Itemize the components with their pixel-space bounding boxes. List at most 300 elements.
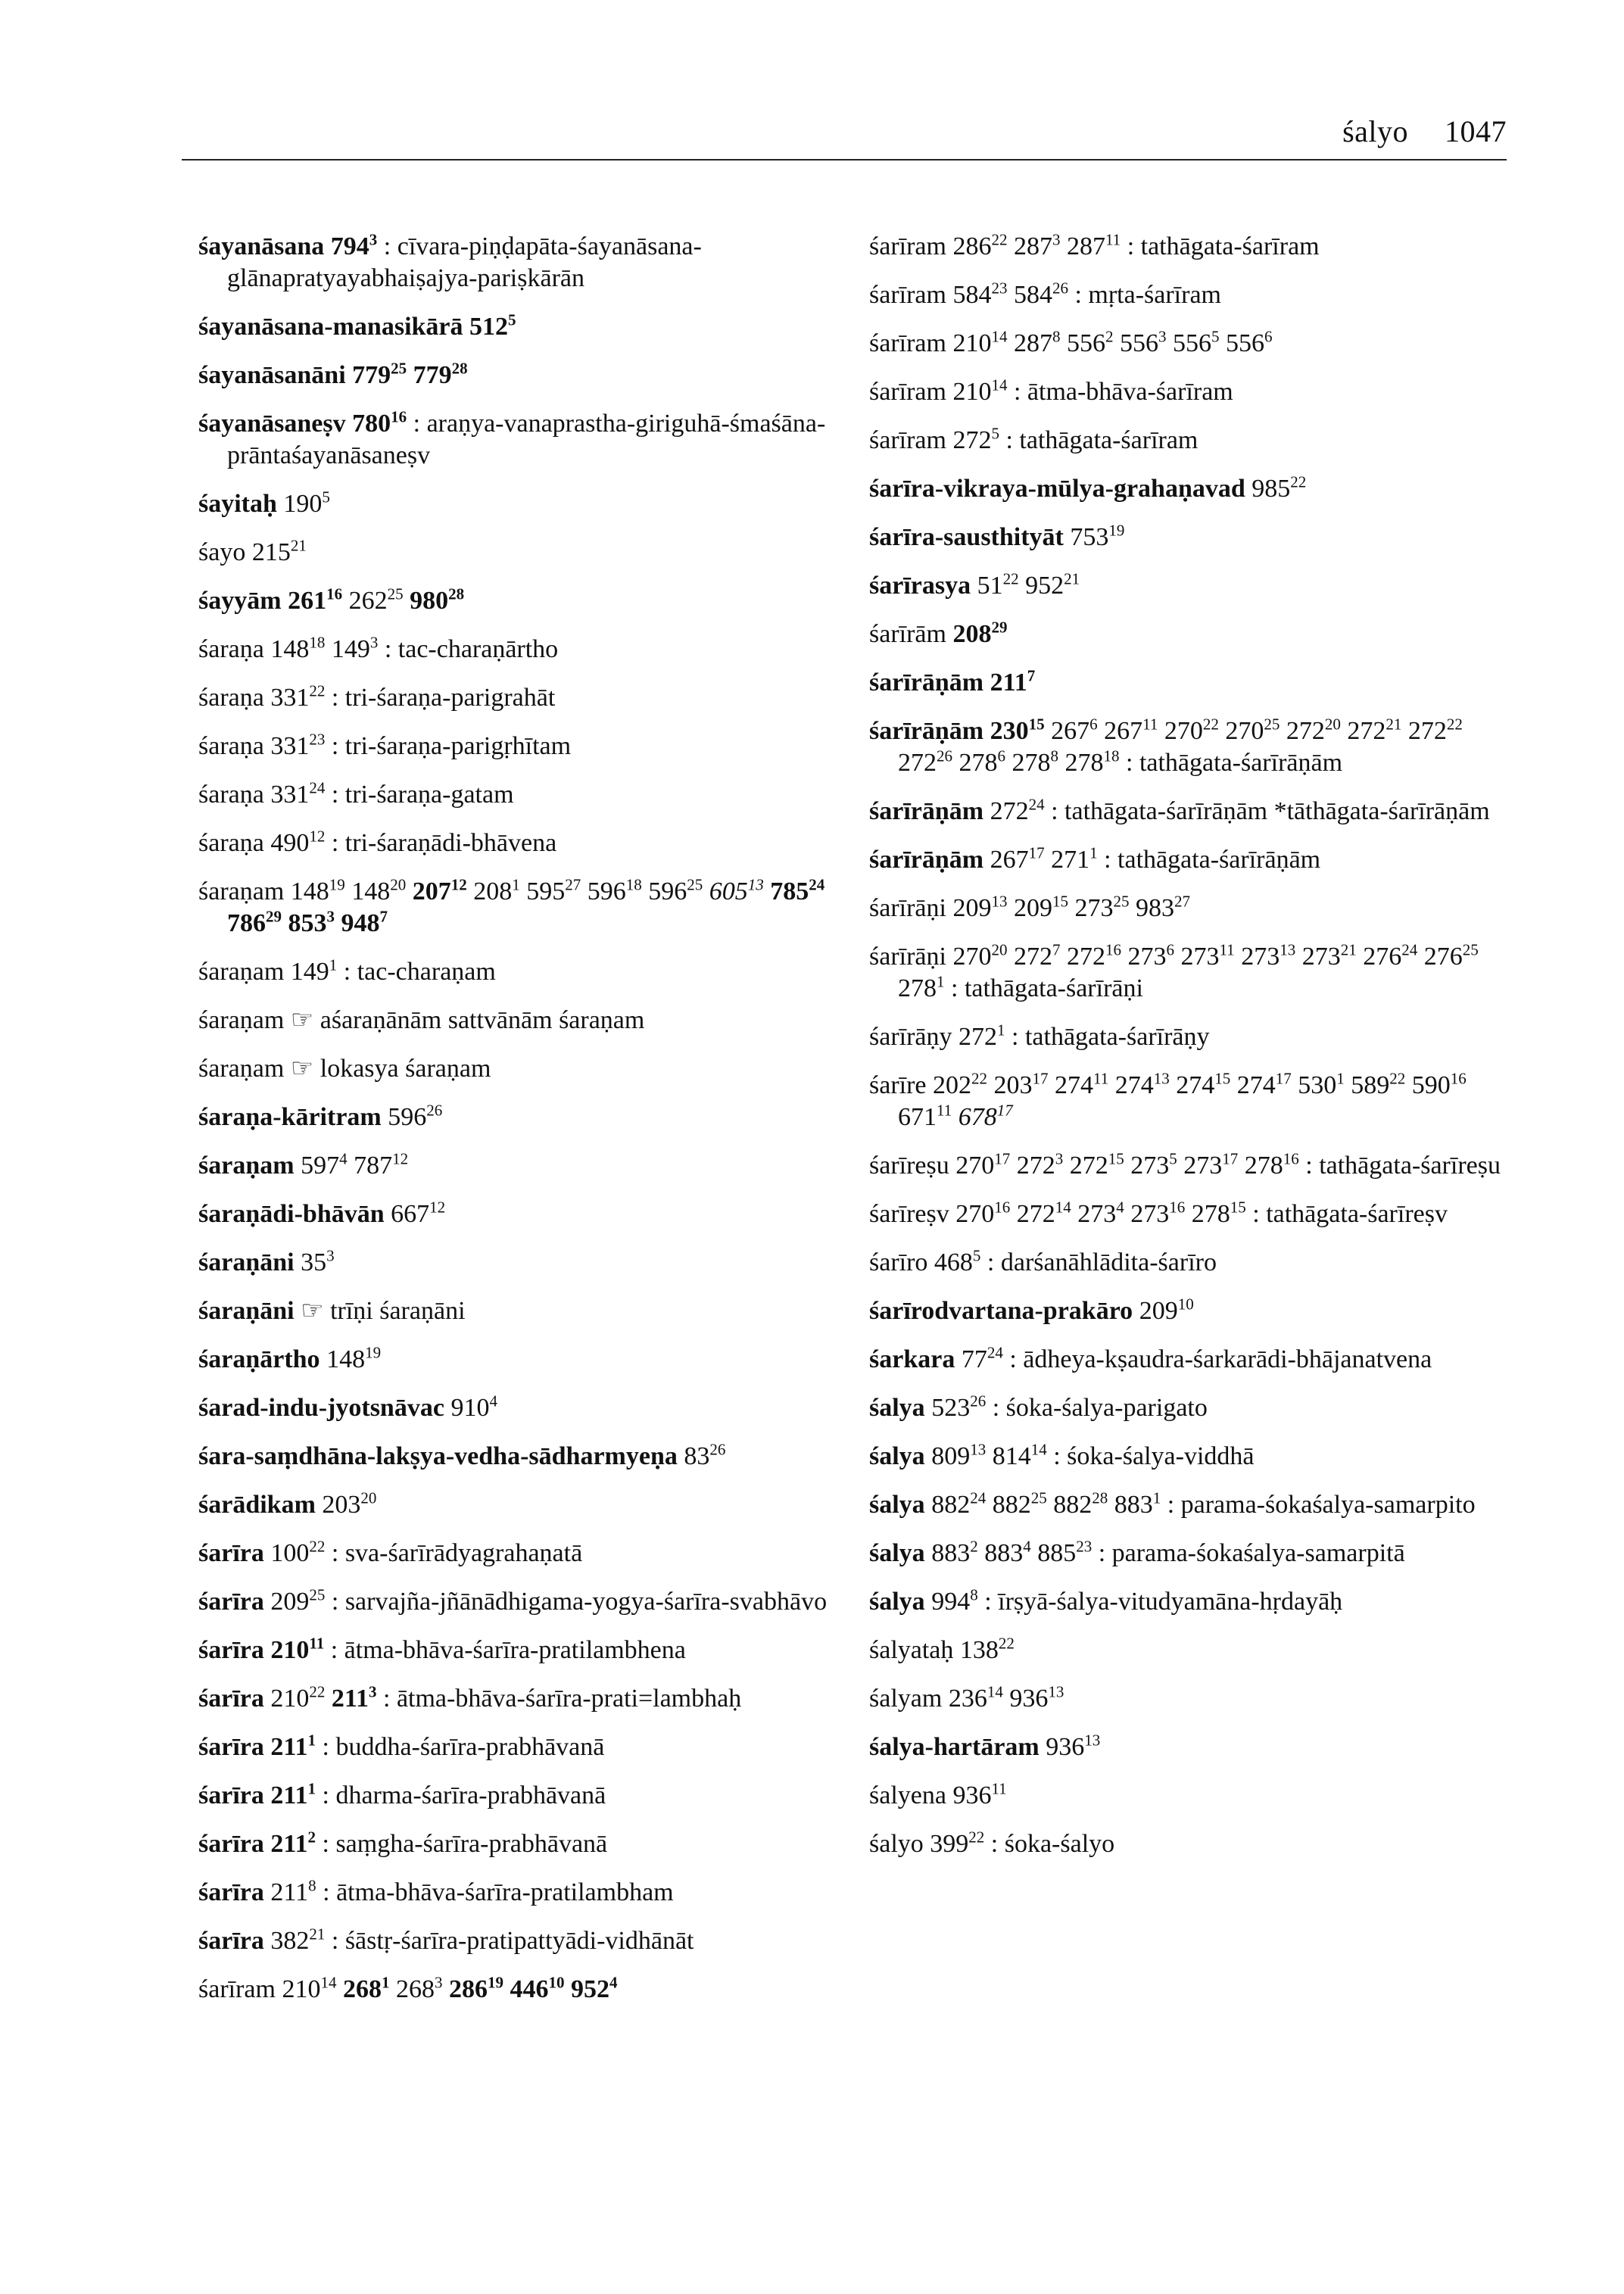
compound-gloss: tathāgata-śarīrāṇām (1139, 749, 1343, 777)
page-number-ref: 809 (931, 1442, 971, 1470)
index-entry (198, 779, 849, 811)
page-reference (962, 1345, 1003, 1373)
page-number-ref: 270 (1225, 717, 1264, 745)
line-number-ref: 27 (1174, 892, 1190, 911)
page-reference (391, 1200, 445, 1228)
headword: śayitaḥ (198, 490, 277, 518)
index-entry (869, 1070, 1520, 1133)
line-number-ref: 3 (326, 1246, 335, 1265)
line-number-ref: 24 (309, 778, 326, 797)
page-reference (1014, 894, 1068, 922)
index-entry (198, 876, 849, 940)
separator: : (944, 974, 965, 1002)
line-number-ref: 7 (1052, 940, 1061, 959)
line-number-ref: 21 (309, 1925, 326, 1943)
headword: śarīram (869, 378, 946, 406)
page-number-ref: 272 (898, 749, 937, 777)
page-reference (352, 361, 407, 389)
page-reference (270, 1878, 316, 1906)
page-number-ref: 286 (952, 232, 992, 260)
line-number-ref: 5 (1169, 1149, 1177, 1168)
page-number-ref: 210 (270, 1636, 310, 1664)
line-number-ref: 16 (391, 407, 407, 426)
page-number-ref: 952 (570, 1975, 609, 2003)
page-reference (934, 1248, 981, 1276)
page-reference (388, 1103, 442, 1131)
page-number-ref: 794 (330, 232, 369, 260)
index-entry (198, 1828, 849, 1860)
page-reference (288, 909, 335, 937)
page-reference (955, 1200, 1010, 1228)
compound-gloss: ātma-bhāva-śarīram (1027, 378, 1233, 406)
line-number-ref: 2 (970, 1537, 978, 1556)
headword: śaraṇādi-bhāvān (198, 1200, 385, 1228)
page-number-ref: 273 (1180, 943, 1220, 971)
left-column (198, 231, 849, 2022)
index-entry (198, 488, 849, 520)
line-number-ref: 14 (1055, 1198, 1071, 1217)
page-reference (1237, 1071, 1292, 1099)
page-number-ref: 278 (1191, 1200, 1230, 1228)
headword: śarīra (198, 1685, 264, 1713)
headword: śarīrodvartana-prakāro (869, 1297, 1133, 1325)
page-reference (510, 1975, 564, 2003)
headword: śarad-indu-jyotsnāvac (198, 1394, 444, 1422)
separator: : (325, 732, 345, 760)
headword: śarīrāṇām (869, 797, 984, 825)
page-reference (270, 1733, 316, 1761)
compound-gloss: dharma-śarīra-prabhāvanā (335, 1781, 606, 1809)
headword: śaraṇam (198, 958, 285, 986)
line-number-ref: 29 (266, 907, 282, 926)
compound-gloss: tri-śaraṇa-gatam (344, 781, 514, 809)
headword: śaraṇam (198, 1055, 285, 1083)
page-reference (270, 1682, 326, 1713)
page-reference (952, 281, 1007, 309)
headword: śalya (869, 1539, 925, 1567)
line-number-ref: 17 (1028, 843, 1045, 862)
page-number-ref: 273 (1183, 1152, 1223, 1180)
compound-gloss: sarvajña-jñānādhigama-yogya-śarīra-svabhāvo (344, 1588, 828, 1616)
line-number-ref: 3 (369, 633, 379, 652)
line-number-ref: 22 (1002, 569, 1019, 588)
line-number-ref: 22 (998, 1634, 1015, 1653)
separator: : (1097, 846, 1118, 874)
headword: śarīrāṇy (869, 1023, 952, 1051)
page-number-ref: 273 (1130, 1200, 1170, 1228)
line-number-ref: 3 (1052, 230, 1061, 249)
page-number-ref: 780 (352, 410, 391, 438)
page-number-ref: 211 (270, 1830, 308, 1858)
page-number-ref: 273 (1241, 943, 1280, 971)
page-number-ref: 77 (961, 1345, 987, 1373)
page-number-ref: 267 (990, 846, 1029, 874)
page-number-ref: 490 (270, 829, 310, 857)
index-entry (198, 311, 849, 343)
index-entry (869, 941, 1520, 1005)
index-entry (869, 844, 1520, 876)
headword: śalyena (869, 1781, 946, 1809)
line-number-ref: 6 (1264, 327, 1273, 346)
line-number-ref: 1 (937, 972, 945, 991)
line-number-ref: 3 (326, 907, 335, 926)
headword: śarīram (198, 1975, 276, 2003)
page-reference (1286, 717, 1341, 745)
headword: śarīra (198, 1588, 264, 1616)
separator: : (1119, 749, 1139, 777)
line-number-ref: 17 (1032, 1069, 1049, 1088)
page-reference (1164, 717, 1219, 745)
headword: śarīra (198, 1830, 264, 1858)
index-entry (869, 1538, 1520, 1569)
page-number-ref: 230 (990, 717, 1029, 745)
page-reference (270, 1636, 324, 1664)
line-number-ref: 26 (937, 746, 952, 765)
page-number-ref: 211 (270, 1733, 308, 1761)
line-number-ref: 25 (1462, 940, 1479, 959)
running-headword: śalyo (1342, 114, 1408, 148)
page-number-ref: 203 (322, 1491, 361, 1519)
page-reference (1016, 1149, 1064, 1180)
page-reference (898, 746, 952, 777)
page-number-ref: 215 (251, 538, 291, 566)
line-number-ref: 26 (426, 1101, 443, 1120)
line-number-ref: 4 (1116, 1198, 1124, 1217)
page-reference (469, 310, 516, 341)
page-reference (1067, 232, 1121, 260)
page-reference (952, 620, 1007, 648)
line-number-ref: 15 (1230, 1198, 1246, 1217)
page-number-ref: 270 (955, 1200, 995, 1228)
index-entry (198, 682, 849, 714)
headword: śayanāsaneṣv (198, 410, 346, 438)
line-number-ref: 15 (1028, 715, 1045, 734)
index-entry (869, 667, 1520, 699)
line-number-ref: 23 (309, 730, 326, 749)
index-entry (198, 1877, 849, 1909)
page-number-ref: 985 (1252, 475, 1291, 503)
page-number-ref: 605 (709, 877, 748, 905)
line-number-ref: 13 (1153, 1069, 1170, 1088)
page-number-ref: 270 (955, 1152, 995, 1180)
compound-gloss: parama-śokaśalya-samarpito (1180, 1491, 1476, 1519)
page-reference (283, 490, 330, 518)
headword: śaraṇa (198, 781, 264, 809)
index-entry (198, 1441, 849, 1473)
page-reference (1013, 940, 1061, 971)
index-entry (869, 1489, 1520, 1521)
page-number-ref: 190 (283, 490, 323, 518)
index-entry (869, 1344, 1520, 1376)
page-reference (1046, 1733, 1100, 1761)
page-reference (348, 584, 404, 615)
page-reference (977, 569, 1019, 600)
index-entry (198, 1198, 849, 1230)
page-number-ref: 272 (1347, 717, 1386, 745)
line-number-ref: 13 (747, 875, 764, 894)
page-number-ref: 556 (1119, 329, 1158, 357)
line-number-ref: 22 (309, 1682, 326, 1701)
line-number-ref: 20 (991, 940, 1008, 959)
page-number-ref: 273 (1077, 1200, 1117, 1228)
index-entry (198, 1150, 849, 1182)
page-number-ref: 270 (1164, 717, 1203, 745)
page-reference (322, 1488, 377, 1519)
headword: śarīrāṇām (869, 669, 984, 697)
index-entry (869, 796, 1520, 828)
line-number-ref: 5 (1211, 327, 1220, 346)
page-number-ref: 274 (1055, 1071, 1094, 1099)
page-number-ref: 272 (990, 797, 1029, 825)
headword: śalya (869, 1588, 925, 1616)
headword: śaraṇam (198, 1006, 285, 1034)
page-reference (1067, 329, 1114, 357)
line-number-ref: 26 (1052, 279, 1068, 298)
line-number-ref: 2 (1105, 327, 1114, 346)
page-number-ref: 261 (288, 587, 327, 615)
page-reference (1127, 940, 1174, 971)
index-entry (198, 1586, 849, 1618)
line-number-ref: 22 (309, 681, 326, 700)
page-number-ref: 596 (648, 877, 687, 905)
page-reference (898, 1103, 952, 1131)
page-number-ref: 210 (282, 1975, 321, 2003)
index-entry (869, 1198, 1520, 1230)
line-number-ref: 11 (1219, 940, 1235, 959)
line-number-ref: 22 (309, 1537, 326, 1556)
compound-gloss: buddha-śarīra-prabhāvanā (335, 1733, 605, 1761)
page-reference (1363, 940, 1418, 971)
line-number-ref: 16 (326, 584, 343, 603)
index-entry (198, 537, 849, 569)
headword: śaraṇam (198, 1152, 295, 1180)
page-reference (473, 877, 520, 905)
headword: śarīreṣu (869, 1152, 949, 1180)
page-number-ref: 273 (1301, 943, 1341, 971)
index-entry (869, 1150, 1520, 1182)
line-number-ref: 25 (309, 1585, 326, 1604)
line-number-ref: 25 (391, 359, 407, 378)
compound-gloss: sva-śarīrādyagrahaṇatā (344, 1539, 583, 1567)
page-reference (648, 877, 703, 905)
page-reference (1014, 232, 1061, 260)
page-number-ref: 278 (1244, 1152, 1283, 1180)
page-reference (960, 1636, 1015, 1664)
headword: śalya (869, 1491, 925, 1519)
page-number-ref: 446 (510, 1975, 549, 2003)
page-reference (1412, 1071, 1467, 1099)
page-reference (270, 681, 326, 712)
page-number-ref: 671 (898, 1103, 937, 1131)
line-number-ref: 13 (1280, 940, 1296, 959)
index-entry (869, 1441, 1520, 1473)
page-reference (1351, 1071, 1405, 1099)
page-number-ref: 468 (934, 1248, 973, 1276)
page-reference (933, 1071, 987, 1099)
page-number-ref: 207 (412, 877, 451, 905)
separator: : (1092, 1539, 1112, 1567)
page-reference (952, 378, 1007, 406)
pointing-hand-icon: ☞ (301, 1297, 324, 1325)
page-reference (1347, 717, 1401, 745)
index-entry (869, 893, 1520, 924)
index-entry (869, 1731, 1520, 1763)
headword: śalyataḥ (869, 1636, 954, 1664)
line-number-ref: 1 (381, 1973, 390, 1992)
line-number-ref: 19 (487, 1973, 503, 1992)
line-number-ref: 11 (1105, 230, 1121, 249)
headword: śarīra-vikraya-mūlya-grahaṇavad (869, 475, 1245, 503)
page-reference (1051, 717, 1098, 745)
headword: śalya (869, 1442, 925, 1470)
headword: śarīrasya (869, 572, 971, 600)
line-number-ref: 15 (1214, 1069, 1231, 1088)
index-entry (869, 1780, 1520, 1812)
page-reference (959, 746, 1006, 777)
separator: : (325, 1588, 345, 1616)
separator: : (324, 1636, 344, 1664)
page-number-ref: 270 (952, 943, 992, 971)
line-number-ref: 25 (687, 875, 703, 894)
line-number-ref: 21 (290, 536, 307, 555)
page-number-ref: 149 (290, 958, 329, 986)
page-reference (1136, 894, 1190, 922)
page-number-ref: 209 (952, 894, 992, 922)
page-reference (270, 829, 325, 857)
separator: : (1068, 281, 1089, 309)
page-number-ref: 278 (1011, 749, 1051, 777)
page-reference (1226, 329, 1273, 357)
page-reference (270, 778, 326, 809)
index-entry (869, 1392, 1520, 1424)
page-reference (994, 1071, 1049, 1099)
separator: : (377, 232, 397, 260)
page-reference (1408, 717, 1463, 745)
page-reference (1130, 1200, 1185, 1228)
page-reference (352, 407, 407, 438)
headword: śarīra (198, 1927, 264, 1955)
page-reference (282, 1975, 336, 2003)
page-number: 1047 (1445, 114, 1507, 148)
page-reference (270, 1585, 326, 1616)
page-number-ref: 267 (1051, 717, 1090, 745)
page-number-ref: 786 (227, 909, 266, 937)
line-number-ref: 14 (1030, 1440, 1047, 1459)
line-number-ref: 22 (971, 1069, 988, 1088)
line-number-ref: 3 (368, 1682, 377, 1701)
page-number-ref: 530 (1298, 1071, 1337, 1099)
headword: śalyam (869, 1685, 943, 1713)
running-head (1342, 114, 1507, 149)
compound-gloss: saṃgha-śarīra-prabhāvanā (335, 1830, 608, 1858)
compound-gloss: tathāgata-śarīrāṇām (1117, 846, 1321, 874)
headword: śaraṇa (198, 635, 264, 663)
separator: : (1298, 1152, 1320, 1180)
line-number-ref: 1 (329, 955, 338, 974)
page-number-ref: 952 (1025, 572, 1064, 600)
line-number-ref: 21 (1064, 569, 1080, 588)
page-reference (1252, 472, 1307, 503)
line-number-ref: 6 (1089, 715, 1098, 734)
page-number-ref: 589 (1351, 1071, 1390, 1099)
page-reference (413, 877, 467, 905)
page-number-ref: 287 (1066, 232, 1105, 260)
page-number-ref: 148 (326, 1345, 366, 1373)
separator: : (1005, 1023, 1025, 1051)
page-number-ref: 667 (391, 1200, 430, 1228)
separator: : (325, 781, 345, 809)
page-number-ref: 272 (1016, 1152, 1055, 1180)
page-number-ref: 556 (1172, 329, 1211, 357)
page-reference (1183, 1149, 1239, 1180)
page-reference (993, 1442, 1047, 1470)
page-reference (931, 1539, 978, 1567)
line-number-ref: 12 (309, 827, 326, 846)
page-number-ref: 814 (992, 1442, 1031, 1470)
separator: : (1121, 232, 1141, 260)
compound-gloss: śoka-śalya-viddhā (1067, 1442, 1255, 1470)
page-reference (1064, 746, 1120, 777)
page-number-ref: 276 (1423, 943, 1463, 971)
index-entry (198, 231, 849, 295)
headword: śara-saṃdhāna-lakṣya-vedha-sādharmyeṇa (198, 1442, 678, 1470)
page-reference (1017, 1200, 1071, 1228)
line-number-ref: 8 (1052, 327, 1061, 346)
line-number-ref: 11 (1142, 715, 1158, 734)
index-entry (198, 1683, 849, 1715)
page-reference (959, 1023, 1005, 1051)
line-number-ref: 18 (625, 875, 642, 894)
line-number-ref: 3 (1055, 1149, 1064, 1168)
page-number-ref: 272 (1016, 1200, 1055, 1228)
page-number-ref: 273 (1127, 943, 1167, 971)
line-number-ref: 25 (1030, 1488, 1047, 1507)
index-entry (198, 731, 849, 762)
page-reference (930, 1830, 984, 1858)
page-number-ref: 209 (270, 1588, 310, 1616)
compound-gloss: mṛta-śarīram (1088, 281, 1221, 309)
headword: śarīro (869, 1248, 928, 1276)
page-reference (1301, 940, 1357, 971)
page-reference (1066, 940, 1121, 971)
page-number-ref: 287 (1013, 232, 1052, 260)
page-number-ref: 278 (898, 974, 937, 1002)
cross-reference: lokasya śaraṇam (320, 1055, 491, 1083)
page-reference (952, 894, 1007, 922)
compound-gloss: darśanāhlādita-śarīro (1000, 1248, 1217, 1276)
line-number-ref: 17 (1275, 1069, 1292, 1088)
page-reference (1069, 1149, 1124, 1180)
page-number-ref: 35 (301, 1248, 327, 1276)
page-reference (1053, 1488, 1108, 1519)
page-reference (990, 797, 1045, 825)
page-number-ref: 556 (1066, 329, 1105, 357)
separator: : (315, 1733, 336, 1761)
line-number-ref: 8 (308, 1876, 316, 1895)
line-number-ref: 3 (1158, 327, 1167, 346)
index-entry (869, 1683, 1520, 1715)
page-number-ref: 936 (1009, 1685, 1049, 1713)
line-number-ref: 26 (709, 1440, 726, 1459)
headword: śayanāsana (198, 232, 325, 260)
line-number-ref: 10 (1177, 1295, 1194, 1314)
index-entry (198, 1247, 849, 1279)
page-number-ref: 272 (1066, 943, 1105, 971)
page-reference (1037, 1539, 1092, 1567)
line-number-ref: 24 (809, 875, 825, 894)
index-entry (198, 408, 849, 472)
page-number-ref: 885 (1037, 1539, 1077, 1567)
